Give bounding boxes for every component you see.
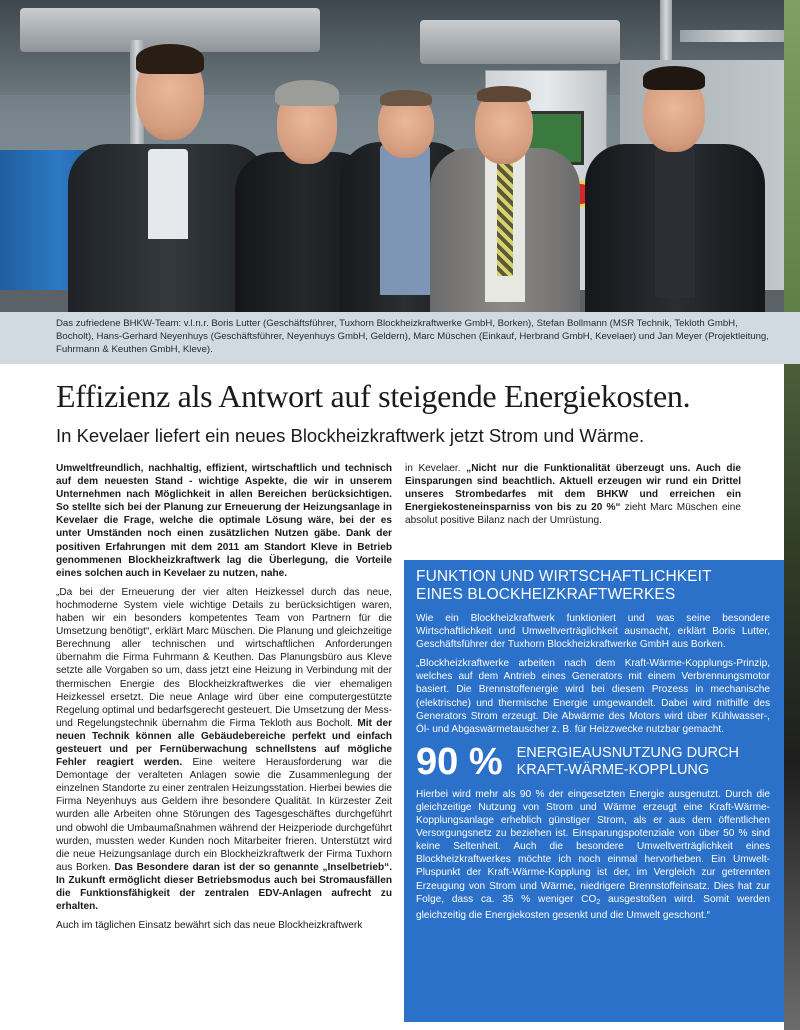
info-box-stat: [416, 742, 770, 782]
co2-subscript: 2: [596, 898, 601, 906]
stat-label-line: ENERGIEAUSNUTZUNG DURCH: [516, 744, 739, 761]
info-box-title-line: FUNKTION UND WIRTSCHAFTLICHKEIT: [416, 568, 712, 585]
info-box-text: ausgestoßen wird. Somit werden gleichzeitig die Energiekosten gesenkt und die Umwelt geschont.“: [416, 893, 771, 921]
info-box-text: Hierbei wird mehr als 90 % der eingesetzten Energie ausgenutzt. Durch die gleichzeitige Nutzung von Strom und Wärme erzeugt eine Kraft-Wärme-Kopplungsanlage erheblich günstiger Strom, als er aus dem öffentlichen Versorgungsnetz zu beziehen ist. Einsparungspotenziale von über 50 % sind keine Seltenheit. Auch die besondere Umweltverträglichkeit eines Blockheizkraftwerkes möchte ich noch einmal hervorheben. Ein Umwelt-Pluspunkt der Kraft-Wärme-Kopplung ist der, im Vergleich zur getrennten Erzeugung von Strom und Wärme, niedrigere Brennstoffeinsatz. Dies hat zur Folge, dass ca. 35 % weniger CO: [416, 788, 770, 905]
article-text: „Da bei der Erneuerung der vier alten Heizkessel durch das neue, hochmoderne System viele wichtige Details zu berücksichtigen waren, haben wir ein besonders kompetentes Team von Partnern für die Umsetzung benötigt“, erklärt Marc Müschen. Die Planung und gleichzeitige Berechnung aller technischen und wirtschaftlichen Anforderungen übernahm die Firma Fuhrmann & Keuthen. Das Planungsbüro aus Kleve setzte alle Vorgaben so um, dass jetzt eine Heizung in Verbindung mit der thermischen Energie des Blockheizkraftwerkes die vier ehemaligen Heizkessel ersetzt. Die neue Anlage wird über eine computergestützte Regelung optimal und bedarfsgerecht gesteuert. Die Umsetzung der Mess- und Regelungstechnik übernahm die Firma Tekloth aus Bocholt.: [56, 586, 392, 729]
stat-label-line: KRAFT-WÄRME-KOPPLUNG: [516, 761, 710, 778]
person-shirt: [380, 145, 430, 295]
article-text: in Kevelaer.: [405, 463, 467, 474]
info-box-title-line: EINES BLOCKHEIZKRAFTWERKES: [416, 586, 676, 603]
article-paragraph: [56, 586, 392, 913]
article-paragraph: Auch im täglichen Einsatz bewährt sich das neue Blockheizkraftwerk: [56, 920, 363, 932]
person-hair: [380, 90, 432, 106]
article-text: zieht Marc Müschen eine absolut positive Bilanz nach der Umrüstung.: [405, 502, 741, 527]
person-hair: [136, 44, 204, 74]
stat-label: [517, 745, 739, 779]
info-box-title: [416, 568, 770, 604]
stat-value: 90 %: [416, 740, 503, 783]
person-hair: [477, 86, 531, 102]
article-text-bold: Das Besondere daran ist der so genannte „Inselbetrieb“. In Zukunft ermöglicht dieser Betriebsmodus auch bei Stromausfällen die Funktionsfähigkeit der zentralen EDV-Anlagen aufrecht zu erhalten.: [56, 861, 392, 913]
person-tie: [497, 156, 513, 276]
article-paragraph: [56, 462, 392, 580]
photo-pipe: [680, 30, 800, 42]
photo-duct: [420, 20, 620, 64]
article-quote-bold: „Nicht nur die Funktionalität überzeugt uns. Auch die Einsparungen sind beachtlich. Aktuell erzeugen wir rund ein Drittel unseres Strombedarfes mit dem BHKW und erreichen ein Energiekosteneinsparniss von bis zu 20 %“: [405, 463, 741, 514]
article-column-left: [56, 462, 392, 938]
person-shirt: [655, 148, 695, 298]
article-subheadline: In Kevelaer liefert ein neues Blockheizkraftwerk jetzt Strom und Wärme.: [56, 425, 645, 446]
article-paragraph: [405, 462, 741, 527]
info-box-paragraph: Wie ein Blockheizkraftwerk funktioniert und was seine besondere Wirtschaftlichkeit und Umweltverträglichkeit ausmacht, erklärt Boris Lutter, Geschäftsführer der Tuxhorn Blockheizkraftwerke GmbH aus Borken.: [416, 613, 770, 651]
info-box-paragraph: [416, 788, 770, 922]
info-box-paragraph: „Blockheizkraftwerke arbeiten nach dem Kraft-Wärme-Kopplungs-Prinzip, welches auf dem Antrieb eines Generators mit einem Verbrennungsmotor basiert. Die Brennstoffenergie wird bei diesem Prozess in mechanische (elektrische) und thermische Energie umgewandelt. Dabei wird mithilfe des Generators Strom erzeugt. Die Abwärme des Motors wird über Kühlwasser-, Öl- und Abgaswärmetauscher z. B. für Heizzwecke nutzbar gemacht.: [416, 658, 770, 735]
person-hair: [275, 80, 339, 106]
person-hair: [643, 66, 705, 90]
photo-caption: Das zufriedene BHKW-Team: v.l.n.r. Boris Lutter (Geschäftsführer, Tuxhorn Blockheizkraftwerke GmbH, Borken), Stefan Bollmann (MSR Technik, Tekloth GmbH, Bocholt), Hans-Gerhard Neyenhuys (Geschäftsführer, Neyenhuys GmbH, Geldern), Marc Müschen (Einkauf, Herbrand GmbH, Kevelaer) und Jan Meyer (Projektleitung, Fuhrmann & Keuthen GmbH, Kleve).: [0, 312, 800, 364]
info-box: [404, 560, 784, 1022]
article-headline: Effizienz als Antwort auf steigende Energiekosten.: [56, 378, 691, 414]
article-column-right: [405, 462, 741, 533]
article-paragraph-intro: Umweltfreundlich, nachhaltig, effizient, wirtschaftlich und technisch auf dem neuesten Stand - wichtige Aspekte, die wir in unserem Unternehmen nach Möglichkeit in allen Bereichen berücksichtigen. So stellte sich bei der Planung zur Erneuerung der Heizungsanlage in Kevelaer die Frage, welche die optimale Lösung wäre, bei der es unter Umständen noch einen zusätzlichen Nutzen gäbe. Dank der positiven Erfahrungen mit dem 2011 am Standort Kleve in Betrieb genommenen Blockheizkraftwerk lag die Überlegung, die Vorteile eines solchen auch in Kevelaer zu nutzen, nahe.: [56, 463, 392, 579]
article-text: Eine weitere Herausforderung war die Demontage der veralteten Anlagen sowie die Zusammenlegung der einzelnen Standorte zu einer zentralen Heizungsstation. Hierbei bewies die Firma Neyenhuys aus Geldern ihre besondere Qualität. In kürzester Zeit wurden alle Arbeiten ohne Störungen des Tagesgeschäftes durchgeführt und obwohl die Umbaumaßnahmen während der Heizperiode durchgeführt wurden, mussten weder Kunden noch Mitarbeiter frieren. Unterstützt wird die neue Heizungsanlage durch ein Blockheizkraftwerk der Firma Tuxhorn aus Borken.: [56, 757, 392, 873]
decorative-edge-strip: [784, 0, 800, 312]
person-shirt: [148, 149, 188, 239]
article-text-bold: Mit der neuen Technik können alle Gebäudebereiche perfekt und einfach gesteuert und per Fernüberwachung schnellstens auf mögliche Fehler reagiert werden.: [56, 717, 392, 769]
decorative-edge-strip: [784, 364, 800, 1030]
group-photo: [0, 0, 800, 312]
